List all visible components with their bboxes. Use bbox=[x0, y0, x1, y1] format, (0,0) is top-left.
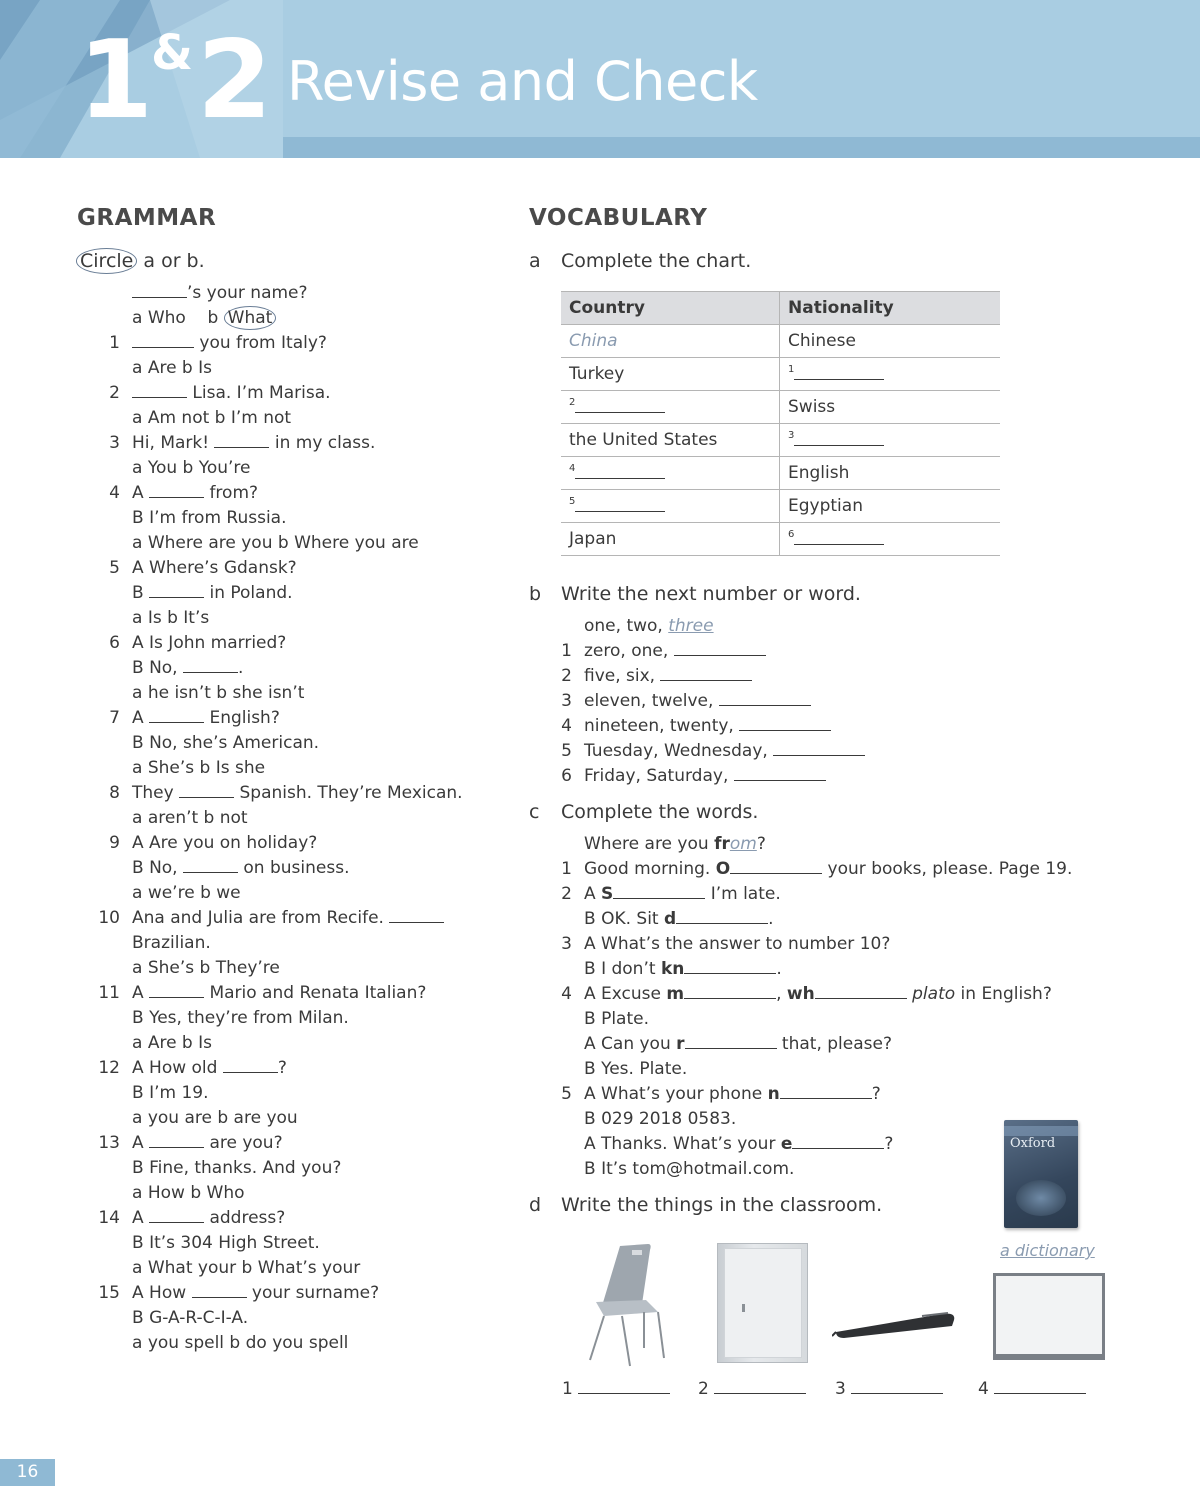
grammar-item-line bbox=[132, 882, 241, 904]
answer-blank[interactable] bbox=[183, 658, 238, 673]
answer-blank[interactable] bbox=[773, 741, 865, 756]
line-text: ? bbox=[277, 1058, 287, 1078]
unit-number: 1&2 bbox=[78, 18, 267, 143]
item-number: 6 bbox=[109, 633, 120, 653]
line-text: A bbox=[132, 1208, 150, 1228]
line-text: a you spell b do you spell bbox=[132, 1333, 349, 1353]
grammar-item-line bbox=[132, 1257, 360, 1279]
line-text: a She’s b Is she bbox=[132, 758, 266, 778]
label-number: 3 bbox=[835, 1379, 846, 1399]
line-text: B It’s tom@hotmail.com. bbox=[584, 1159, 795, 1179]
word-start: n bbox=[767, 1084, 780, 1104]
line-text: B 029 2018 0583. bbox=[584, 1109, 737, 1129]
line-text: B No, bbox=[132, 658, 183, 678]
blank-number: 2 bbox=[569, 396, 576, 408]
answer-blank[interactable] bbox=[714, 1379, 806, 1394]
vocab-c-line bbox=[584, 1058, 687, 1080]
line-text: A bbox=[132, 983, 150, 1003]
grammar-item-line bbox=[132, 907, 444, 929]
answer-blank[interactable] bbox=[660, 666, 752, 681]
line-text: A Can you bbox=[584, 1034, 677, 1054]
line-text: five, six, bbox=[584, 666, 661, 686]
line-text: A How old bbox=[132, 1058, 223, 1078]
answer-blank[interactable] bbox=[132, 333, 194, 348]
line-text: A Thanks. What’s your bbox=[584, 1134, 781, 1154]
answer-blank[interactable] bbox=[794, 365, 884, 380]
line-text: a you are b are you bbox=[132, 1108, 298, 1128]
item-number: 4 bbox=[561, 716, 572, 736]
blank-number: 6 bbox=[788, 528, 795, 540]
nationality-cell bbox=[780, 490, 1001, 523]
chair-image bbox=[582, 1240, 672, 1368]
item-number: 5 bbox=[561, 1084, 572, 1104]
item-number: 1 bbox=[561, 641, 572, 661]
line-text: a we’re b we bbox=[132, 883, 241, 903]
item-number: 3 bbox=[561, 691, 572, 711]
vocab-b-line bbox=[584, 715, 831, 737]
blank-number: 3 bbox=[788, 429, 795, 441]
nationality-cell[interactable] bbox=[780, 424, 1001, 457]
line-text: A Where’s Gdansk? bbox=[132, 558, 297, 578]
item-number: 13 bbox=[98, 1133, 120, 1153]
grammar-item-line bbox=[132, 757, 265, 779]
line-text: B Yes. Plate. bbox=[584, 1059, 688, 1079]
vocab-b-line bbox=[584, 740, 865, 762]
vocab-b-line bbox=[584, 640, 766, 662]
line-text: in my class. bbox=[269, 433, 376, 453]
line-text: a aren’t b not bbox=[132, 808, 248, 828]
answer-blank[interactable] bbox=[223, 1058, 278, 1073]
vocab-b-line bbox=[584, 765, 826, 787]
answer-blank[interactable] bbox=[794, 431, 884, 446]
grammar-item-line bbox=[132, 582, 293, 604]
answer-blank[interactable] bbox=[149, 1208, 204, 1223]
line-text: in English? bbox=[955, 984, 1052, 1004]
whiteboard-image bbox=[993, 1273, 1105, 1357]
word-start: r bbox=[676, 1034, 685, 1054]
nationality-chart bbox=[561, 291, 1000, 556]
vocab-c-line bbox=[584, 983, 1052, 1005]
vocab-b-example: one, two, three bbox=[584, 616, 714, 636]
pen-image bbox=[832, 1306, 958, 1342]
line-text: a How b Who bbox=[132, 1183, 245, 1203]
grammar-item-line bbox=[132, 1082, 208, 1104]
chart-header-row bbox=[561, 292, 1000, 325]
line-text: , bbox=[776, 984, 787, 1004]
grammar-item-line bbox=[132, 1057, 287, 1079]
vocab-d-instruction: d Write the things in the classroom. bbox=[529, 1194, 883, 1216]
line-text: . bbox=[238, 658, 244, 678]
label-number: 1 bbox=[562, 1379, 573, 1399]
vocab-c-line bbox=[584, 908, 774, 930]
item-number: 1 bbox=[561, 859, 572, 879]
country-header: Country bbox=[561, 292, 780, 325]
vocab-c-line bbox=[584, 1108, 736, 1130]
line-text: eleven, twelve, bbox=[584, 691, 719, 711]
item-number: 7 bbox=[109, 708, 120, 728]
line-text: A bbox=[132, 708, 150, 728]
line-text: I’m late. bbox=[705, 884, 781, 904]
grammar-item-line bbox=[132, 1107, 298, 1129]
circled-answer: What bbox=[224, 306, 277, 330]
line-text: English? bbox=[204, 708, 280, 728]
line-text: a Am not b I’m not bbox=[132, 408, 292, 428]
line-text: address? bbox=[204, 1208, 286, 1228]
blank-number: 4 bbox=[569, 462, 576, 474]
country-cell[interactable] bbox=[561, 391, 780, 424]
grammar-item-line bbox=[132, 557, 297, 579]
country-cell bbox=[561, 424, 780, 457]
nationality-name: Chinese bbox=[788, 331, 856, 351]
line-text: A bbox=[132, 483, 150, 503]
grammar-item-line bbox=[132, 332, 327, 354]
line-text: you from Italy? bbox=[194, 333, 327, 353]
blank-number: 1 bbox=[788, 363, 795, 375]
item-number: 2 bbox=[109, 383, 120, 403]
line-text: Tuesday, Wednesday, bbox=[584, 741, 774, 761]
item-number: 12 bbox=[98, 1058, 120, 1078]
grammar-item-line bbox=[132, 807, 248, 829]
picture-label bbox=[978, 1378, 1086, 1400]
line-text: Mario and Renata Italian? bbox=[204, 983, 427, 1003]
line-text: Brazilian. bbox=[132, 933, 211, 953]
line-text: B I don’t bbox=[584, 959, 661, 979]
item-number: 11 bbox=[98, 983, 120, 1003]
vocab-b-line bbox=[584, 690, 811, 712]
item-number: 4 bbox=[561, 984, 572, 1004]
line-text: a Are b Is bbox=[132, 1033, 212, 1053]
answer-blank[interactable] bbox=[674, 641, 766, 656]
line-text: a Is b It’s bbox=[132, 608, 210, 628]
grammar-item-line bbox=[132, 1032, 212, 1054]
line-text: ? bbox=[871, 1084, 881, 1104]
chart-row bbox=[561, 358, 1000, 391]
vocab-c-line bbox=[584, 1083, 881, 1105]
grammar-instruction: Circle a or b. bbox=[76, 249, 205, 273]
grammar-item-line bbox=[132, 732, 319, 754]
answer-blank[interactable] bbox=[815, 984, 907, 999]
vocab-c-line bbox=[584, 1133, 893, 1155]
line-text: your books, please. Page 19. bbox=[822, 859, 1073, 879]
picture-label bbox=[562, 1378, 670, 1400]
line-text: your surname? bbox=[246, 1283, 380, 1303]
line-text: Ana and Julia are from Recife. bbox=[132, 908, 390, 928]
line-text: A Is John married? bbox=[132, 633, 287, 653]
nationality-header: Nationality bbox=[780, 292, 1001, 325]
answer-blank[interactable] bbox=[684, 959, 776, 974]
line-text: a Where are you b Where you are bbox=[132, 533, 419, 553]
grammar-item-line bbox=[132, 1132, 283, 1154]
line-text: Friday, Saturday, bbox=[584, 766, 734, 786]
nationality-name: English bbox=[788, 463, 850, 483]
item-number: 3 bbox=[109, 433, 120, 453]
line-text: A What’s the answer to number 10? bbox=[584, 934, 891, 954]
answer-blank[interactable] bbox=[685, 1034, 777, 1049]
item-number: 3 bbox=[561, 934, 572, 954]
answer-blank[interactable] bbox=[684, 984, 776, 999]
page-title: Revise and Check bbox=[287, 50, 758, 113]
vocab-c-line bbox=[584, 883, 781, 905]
answer-blank[interactable] bbox=[149, 708, 204, 723]
item-number: 9 bbox=[109, 833, 120, 853]
country-name: Turkey bbox=[569, 364, 625, 384]
grammar-item-line bbox=[132, 832, 317, 854]
answer-blank[interactable] bbox=[734, 766, 826, 781]
grammar-item-line bbox=[132, 1332, 348, 1354]
item-number: 8 bbox=[109, 783, 120, 803]
unit-header bbox=[0, 0, 1200, 158]
grammar-item-line bbox=[132, 1282, 379, 1304]
grammar-item-line bbox=[132, 932, 211, 954]
word-start: d bbox=[664, 909, 677, 929]
answer-blank[interactable] bbox=[132, 283, 187, 298]
word-start: wh bbox=[786, 984, 815, 1004]
grammar-example-options: a Who b What bbox=[132, 307, 276, 329]
answer-blank[interactable] bbox=[851, 1379, 943, 1394]
answer-blank[interactable] bbox=[780, 1084, 872, 1099]
answer-blank[interactable] bbox=[149, 483, 204, 498]
vocab-c-line bbox=[584, 1033, 892, 1055]
label-number: 2 bbox=[698, 1379, 709, 1399]
line-text: in Poland. bbox=[204, 583, 293, 603]
country-cell bbox=[561, 325, 780, 358]
answer-blank[interactable] bbox=[792, 1134, 884, 1149]
line-text: B bbox=[132, 583, 150, 603]
nationality-cell[interactable] bbox=[780, 358, 1001, 391]
chart-row bbox=[561, 424, 1000, 457]
answer-blank[interactable] bbox=[132, 383, 187, 398]
line-text: Hi, Mark! bbox=[132, 433, 215, 453]
answer-blank[interactable] bbox=[994, 1379, 1086, 1394]
word-start: kn bbox=[660, 959, 685, 979]
line-text: A bbox=[132, 1133, 150, 1153]
chart-row bbox=[561, 523, 1000, 556]
vocab-b-line bbox=[584, 665, 752, 687]
word-start: e bbox=[780, 1134, 793, 1154]
answer-blank[interactable] bbox=[730, 859, 822, 874]
country-cell[interactable] bbox=[561, 457, 780, 490]
line-text: a She’s b They’re bbox=[132, 958, 280, 978]
chart-row bbox=[561, 457, 1000, 490]
answer-blank[interactable] bbox=[575, 464, 665, 479]
line-text: nineteen, twenty, bbox=[584, 716, 740, 736]
answer-blank[interactable] bbox=[794, 530, 884, 545]
answer-blank[interactable] bbox=[149, 1133, 204, 1148]
line-text: B I’m 19. bbox=[132, 1083, 209, 1103]
grammar-item-line bbox=[132, 507, 287, 529]
grammar-item-line bbox=[132, 857, 349, 879]
grammar-item-line bbox=[132, 982, 426, 1004]
vocab-a-instruction: a Complete the chart. bbox=[529, 250, 752, 272]
line-text: B I’m from Russia. bbox=[132, 508, 287, 528]
line-text: They bbox=[132, 783, 180, 803]
nationality-cell bbox=[780, 325, 1001, 358]
line-text: on business. bbox=[238, 858, 350, 878]
line-text: B OK. Sit bbox=[584, 909, 664, 929]
grammar-item-line bbox=[132, 1007, 349, 1029]
answer-blank[interactable] bbox=[739, 716, 831, 731]
line-text: Good morning. bbox=[584, 859, 716, 879]
line-text: A bbox=[584, 884, 602, 904]
dictionary-caption: a dictionary bbox=[1000, 1241, 1095, 1260]
vocab-c-line bbox=[584, 1008, 649, 1030]
grammar-item-line bbox=[132, 407, 291, 429]
line-text: from? bbox=[204, 483, 259, 503]
blank-number: 5 bbox=[569, 495, 576, 507]
answer-blank[interactable] bbox=[578, 1379, 670, 1394]
chart-row bbox=[561, 325, 1000, 358]
line-text: are you? bbox=[204, 1133, 283, 1153]
item-number: 15 bbox=[98, 1283, 120, 1303]
country-name: Japan bbox=[569, 529, 617, 549]
grammar-item-line bbox=[132, 1182, 245, 1204]
line-text: B No, bbox=[132, 858, 183, 878]
door-image bbox=[717, 1243, 808, 1363]
line-text: A Excuse bbox=[584, 984, 667, 1004]
answer-blank[interactable] bbox=[575, 398, 665, 413]
grammar-item-line bbox=[132, 382, 331, 404]
item-number: 4 bbox=[109, 483, 120, 503]
nationality-cell bbox=[780, 391, 1001, 424]
vocab-c-line bbox=[584, 933, 890, 955]
line-text: that, please? bbox=[776, 1034, 892, 1054]
vocabulary-heading: VOCABULARY bbox=[529, 205, 708, 231]
line-text: Lisa. I’m Marisa. bbox=[187, 383, 331, 403]
grammar-item-line bbox=[132, 482, 258, 504]
line-text: B G-A-R-C-I-A. bbox=[132, 1308, 249, 1328]
line-text: B Plate. bbox=[584, 1009, 649, 1029]
nationality-cell[interactable] bbox=[780, 523, 1001, 556]
grammar-item-line bbox=[132, 1307, 248, 1329]
item-number: 6 bbox=[561, 766, 572, 786]
item-number: 1 bbox=[109, 333, 120, 353]
circle-word: Circle bbox=[76, 248, 137, 274]
grammar-item-line bbox=[132, 632, 286, 654]
grammar-item-line bbox=[132, 957, 280, 979]
grammar-item-line bbox=[132, 457, 251, 479]
grammar-item-line bbox=[132, 607, 209, 629]
line-text: A How bbox=[132, 1283, 192, 1303]
country-cell bbox=[561, 358, 780, 391]
grammar-example-question: ’s your name? bbox=[132, 282, 308, 304]
vocab-c-instruction: c Complete the words. bbox=[529, 801, 759, 823]
word-start: O bbox=[715, 859, 731, 879]
word-start: S bbox=[601, 884, 614, 904]
answer-blank[interactable] bbox=[149, 983, 204, 998]
chart-row bbox=[561, 391, 1000, 424]
vocab-b-instruction: b Write the next number or word. bbox=[529, 583, 861, 605]
nationality-name: Swiss bbox=[788, 397, 836, 417]
line-text: ? bbox=[884, 1134, 894, 1154]
item-number: 10 bbox=[98, 908, 120, 928]
line-text: B Yes, they’re from Milan. bbox=[132, 1008, 349, 1028]
grammar-item-line bbox=[132, 432, 375, 454]
answer-blank[interactable] bbox=[389, 908, 444, 923]
line-text: B No, she’s American. bbox=[132, 733, 320, 753]
answer-blank[interactable] bbox=[214, 433, 269, 448]
picture-label bbox=[835, 1378, 943, 1400]
line-text: A What’s your phone bbox=[584, 1084, 768, 1104]
country-cell bbox=[561, 523, 780, 556]
vocab-c-example: Where are you from? bbox=[584, 834, 766, 854]
vocab-c-line bbox=[584, 858, 1072, 880]
grammar-item-line bbox=[132, 532, 419, 554]
country-name: the United States bbox=[569, 430, 718, 450]
line-text: B Fine, thanks. And you? bbox=[132, 1158, 342, 1178]
answer-blank[interactable] bbox=[149, 583, 204, 598]
chart-row bbox=[561, 490, 1000, 523]
line-text: . bbox=[776, 959, 782, 979]
answer-blank[interactable] bbox=[192, 1283, 247, 1298]
item-number: 2 bbox=[561, 666, 572, 686]
answer-blank[interactable] bbox=[676, 909, 768, 924]
line-text: zero, one, bbox=[584, 641, 674, 661]
grammar-item-line bbox=[132, 1157, 341, 1179]
vocab-c-line bbox=[584, 958, 782, 980]
picture-label bbox=[698, 1378, 806, 1400]
country-cell[interactable] bbox=[561, 490, 780, 523]
line-text: a he isn’t b she isn’t bbox=[132, 683, 305, 703]
header-band bbox=[283, 137, 1200, 158]
item-number: 5 bbox=[109, 558, 120, 578]
answer-blank[interactable] bbox=[575, 497, 665, 512]
grammar-item-line bbox=[132, 707, 280, 729]
answer-blank[interactable] bbox=[719, 691, 811, 706]
item-number: 5 bbox=[561, 741, 572, 761]
grammar-item-line bbox=[132, 782, 463, 804]
grammar-item-line bbox=[132, 1207, 285, 1229]
line-text: a What your b What’s your bbox=[132, 1258, 361, 1278]
line-text: a Are b Is bbox=[132, 358, 212, 378]
item-number: 2 bbox=[561, 884, 572, 904]
grammar-item-line bbox=[132, 682, 304, 704]
grammar-item-line bbox=[132, 657, 243, 679]
word-start: m bbox=[666, 984, 685, 1004]
line-text: Spanish. They’re Mexican. bbox=[234, 783, 463, 803]
line-text: A Are you on holiday? bbox=[132, 833, 318, 853]
grammar-item-line bbox=[132, 357, 212, 379]
answer-blank[interactable] bbox=[613, 884, 705, 899]
nationality-cell bbox=[780, 457, 1001, 490]
vocab-c-line bbox=[584, 1158, 794, 1180]
grammar-item-line bbox=[132, 1232, 320, 1254]
item-number: 14 bbox=[98, 1208, 120, 1228]
line-text: a You b You’re bbox=[132, 458, 251, 478]
line-text: plato bbox=[912, 984, 956, 1004]
country-name: China bbox=[569, 331, 618, 351]
answer-blank[interactable] bbox=[183, 858, 238, 873]
dictionary-image: Oxford bbox=[1004, 1120, 1078, 1228]
answer-blank[interactable] bbox=[179, 783, 234, 798]
grammar-heading: GRAMMAR bbox=[77, 205, 217, 231]
line-text: B It’s 304 High Street. bbox=[132, 1233, 320, 1253]
page-number: 16 bbox=[0, 1459, 55, 1486]
nationality-name: Egyptian bbox=[788, 496, 863, 516]
label-number: 4 bbox=[978, 1379, 989, 1399]
line-text: . bbox=[768, 909, 774, 929]
